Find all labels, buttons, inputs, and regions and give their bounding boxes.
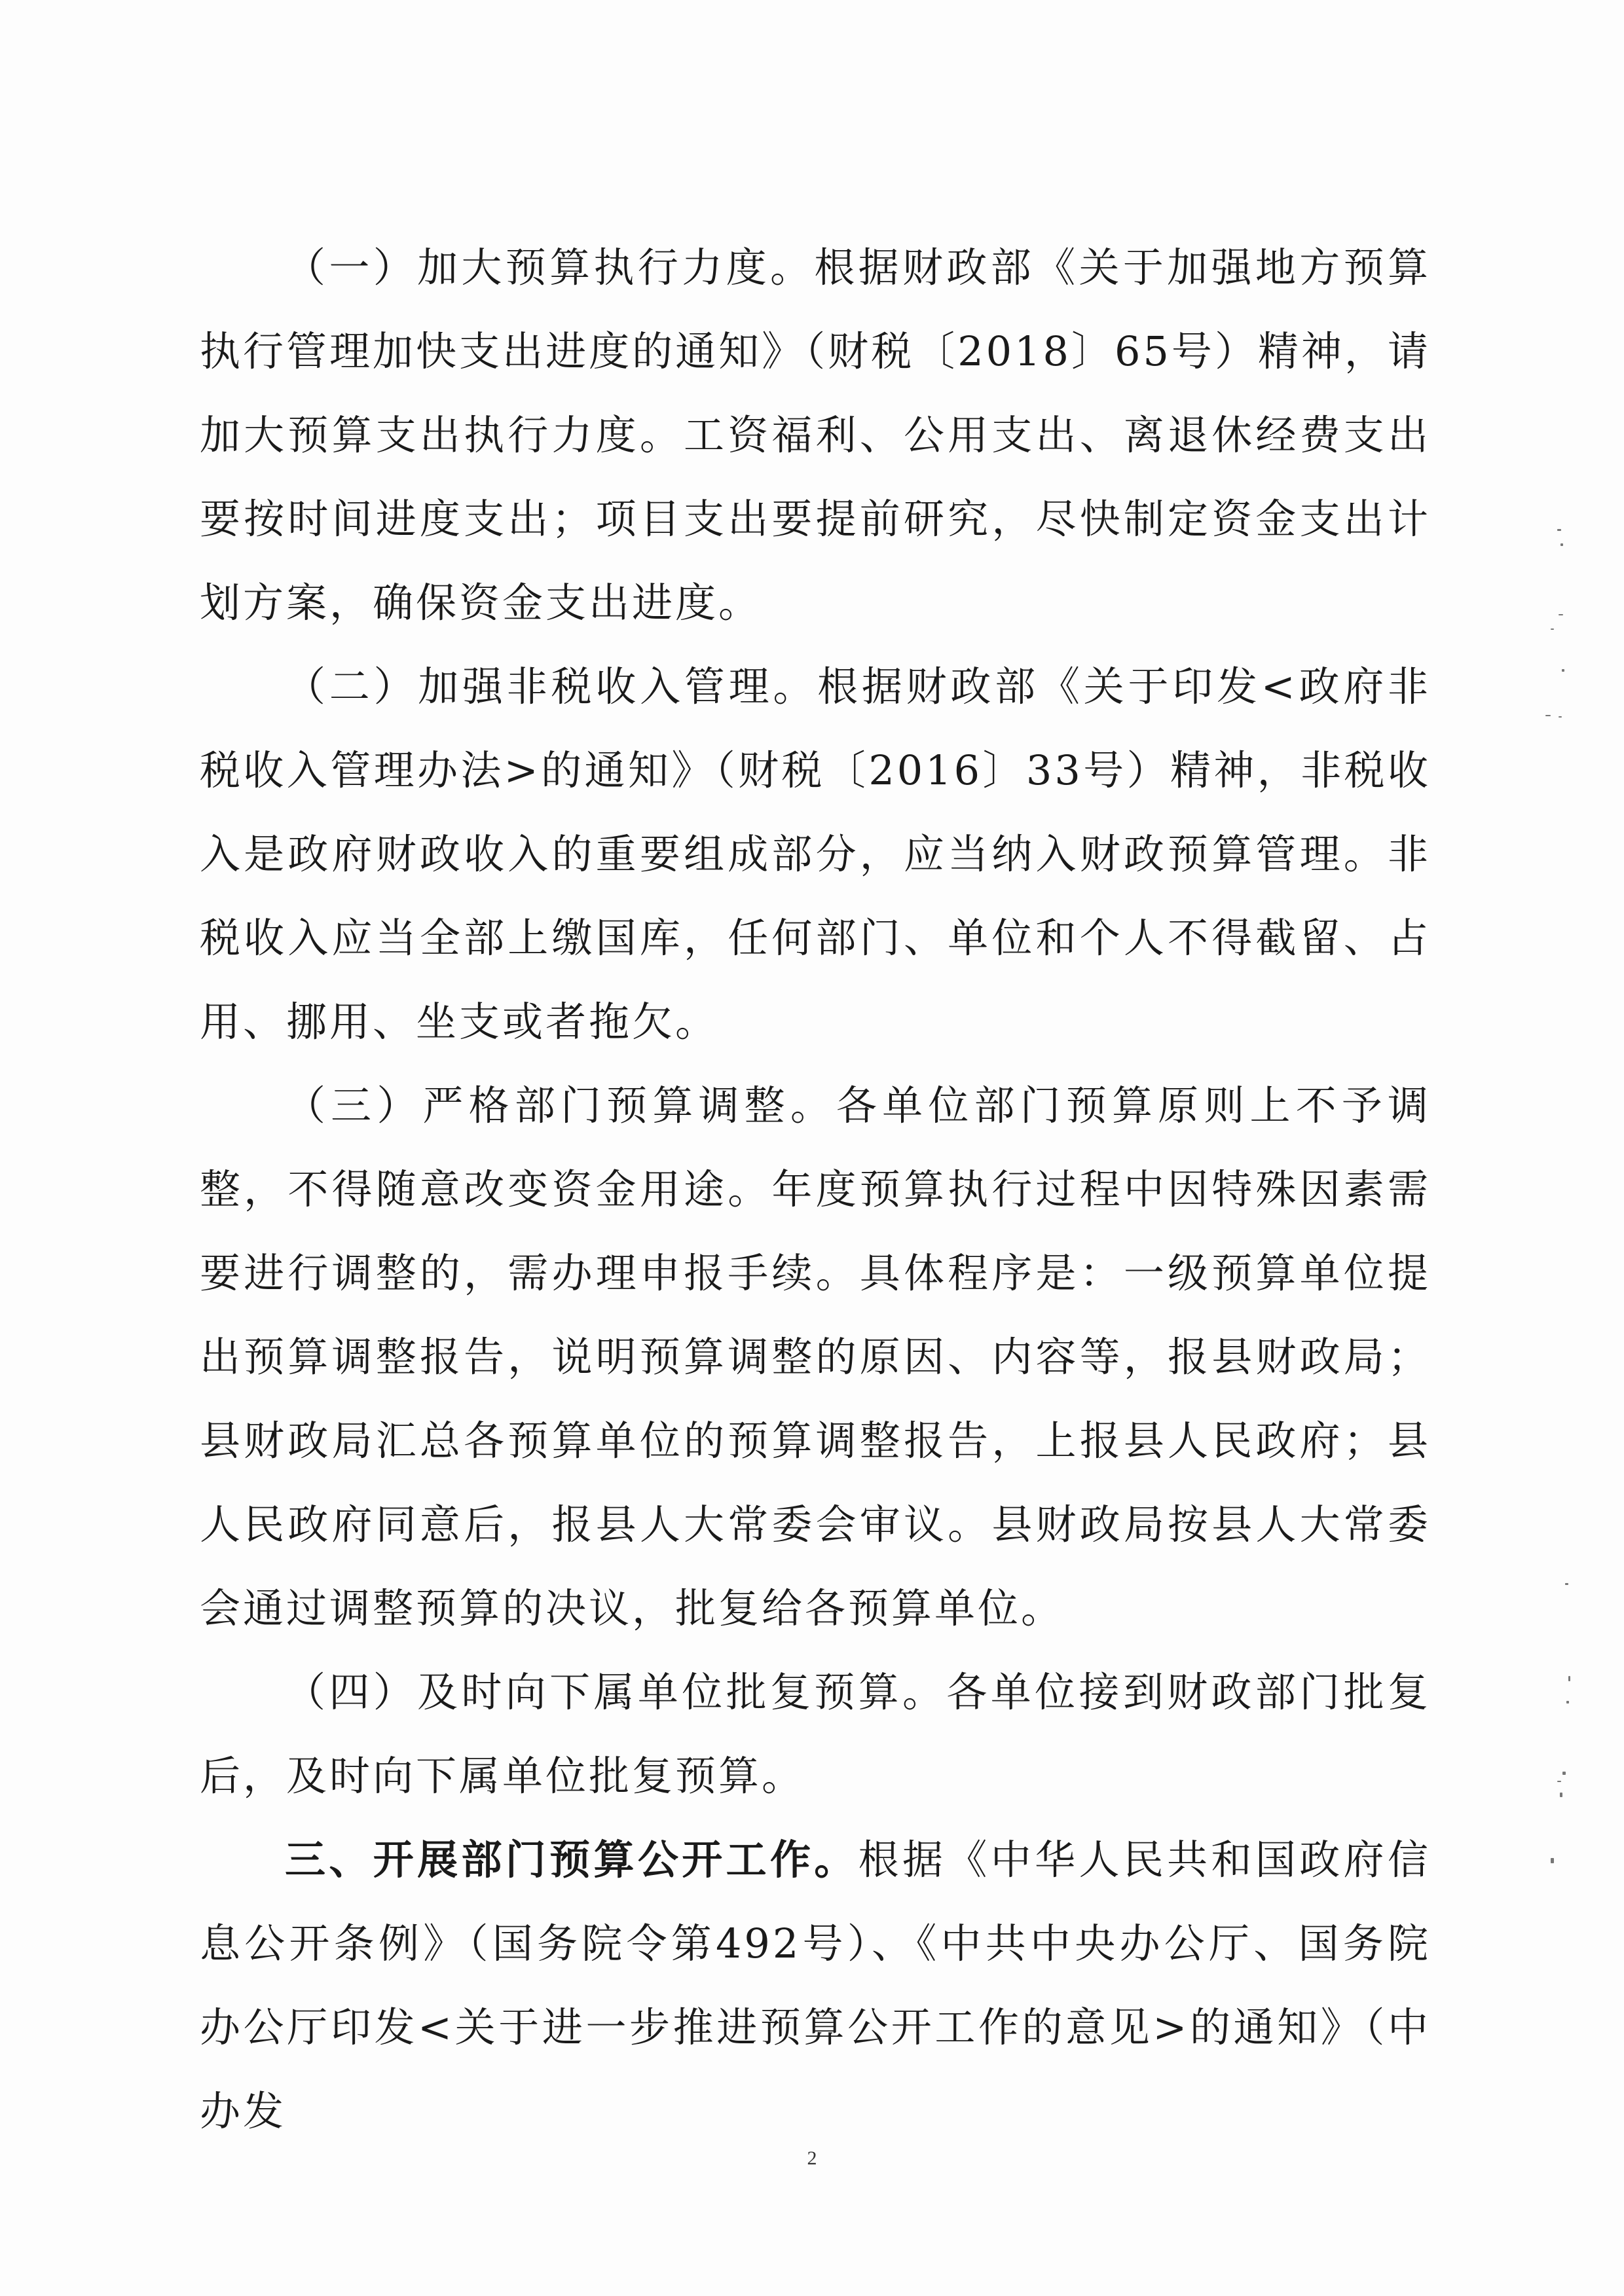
paragraph-text: 各单位部门预算原则上不予调整，不得随意改变资金用途。年度预算执行过程中因特殊因素需要进行调整的，需办理申报手续。具体程序是：一级预算单位提出预算调整报告，说明预算调整的原因、内容等，报县财政局；县财政局汇总各预算单位的预算调整报告，上报县人民政府；县人民政府同意后，报县人大常委会审议。县财政局按县人大常委会通过调整预算的决议，批复给各预算单位。 [200, 1082, 1431, 1632]
paragraph-heading: （一）加大预算执行力度。 [285, 244, 815, 291]
section-heading: 三、开展部门预算公开工作。 [285, 1836, 858, 1884]
scan-speck [1562, 1772, 1566, 1775]
page-number: 2 [807, 2147, 817, 2169]
scan-speck [1562, 669, 1564, 672]
paragraph-heading: （四）及时向下属单位批复预算。 [285, 1668, 947, 1716]
paragraph-heading: （二）加强非税收入管理。 [285, 663, 818, 710]
paragraph-text: 各单位接到财政部门批复后，及时向下属单位批复预算。 [200, 1668, 1431, 1800]
scan-speck [1559, 716, 1562, 718]
scan-speck [1559, 614, 1563, 615]
scan-speck [1551, 1858, 1554, 1863]
paragraph-text: 根据财政部《关于加强地方预算执行管理加快支出进度的通知》（财税〔2018〕65号）精神，请加大预算支出执行力度。工资福利、公用支出、离退休经费支出要按时间进度支出；项目支出要提前研究，尽快制定资金支出计划方案，确保资金支出进度。 [200, 244, 1431, 627]
scan-speck [1557, 529, 1561, 531]
paragraph-budget-disclosure [200, 1818, 1431, 2153]
paragraph-text: 根据《中华人民共和国政府信息公开条例》（国务院令第492号）、《中共中央办公厅、国务院办公厅印发<关于进一步推进预算公开工作的意见>的通知》（中办发 [200, 1836, 1431, 2135]
document-body [200, 226, 1431, 2153]
scan-speck [1551, 629, 1554, 630]
paragraph-heading: （三）严格部门预算调整。 [285, 1082, 836, 1129]
scan-speck [1560, 543, 1563, 546]
paragraph-subordinate-approval [200, 1650, 1431, 1818]
paragraph-text: 根据财政部《关于印发<政府非税收入管理办法>的通知》（财税〔2016〕33号）精神，非税收入是政府财政收入的重要组成部分，应当纳入财政预算管理。非税收入应当全部上缴国库，任何部门、单位和个人不得截留、占用、挪用、坐支或者拖欠。 [200, 663, 1431, 1046]
scan-speck [1545, 715, 1551, 716]
scan-speck [1565, 1583, 1568, 1585]
scan-speck [1557, 1781, 1561, 1782]
paragraph-non-tax-revenue [200, 645, 1431, 1064]
scan-speck [1568, 1676, 1570, 1681]
paragraph-budget-adjustment [200, 1064, 1431, 1650]
paragraph-budget-execution [200, 226, 1431, 645]
scan-speck [1560, 1793, 1562, 1797]
scan-speck [1566, 1701, 1569, 1704]
